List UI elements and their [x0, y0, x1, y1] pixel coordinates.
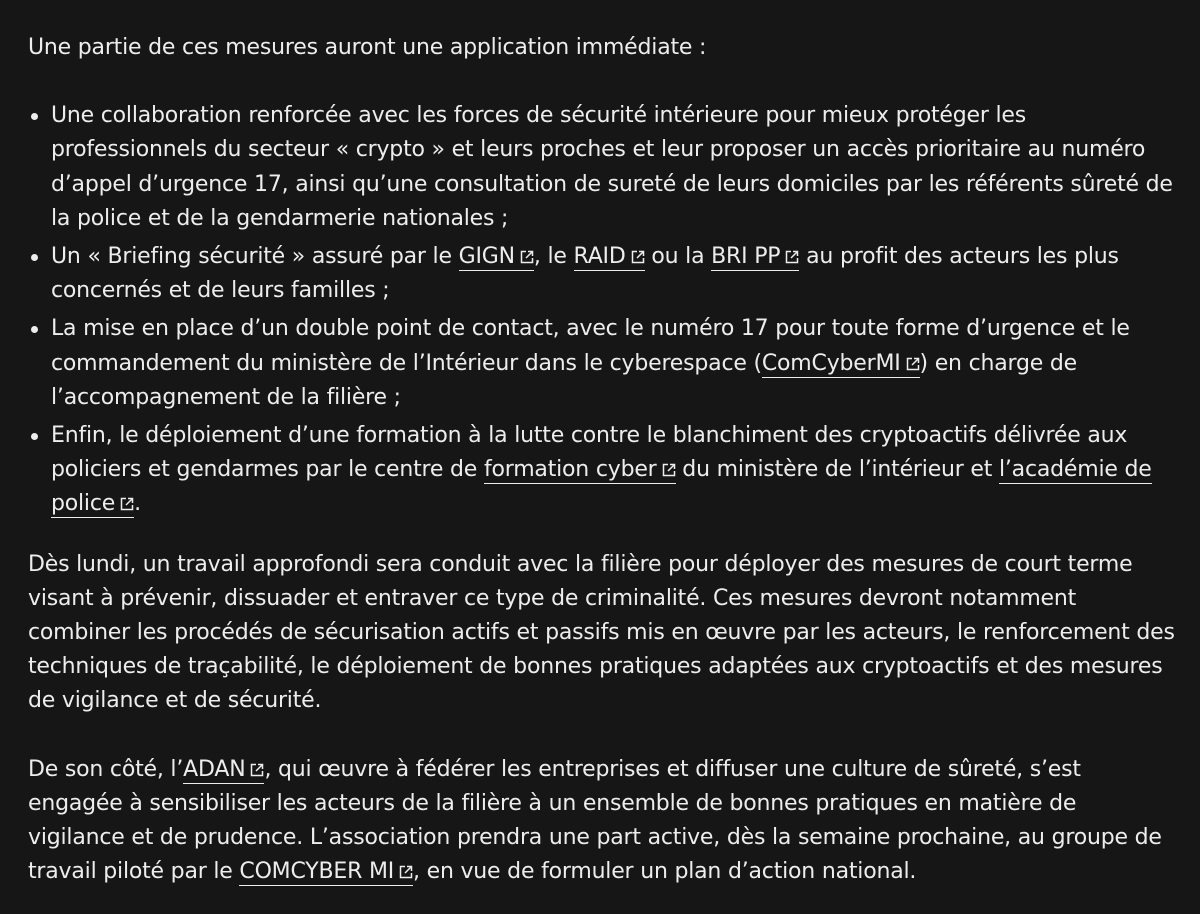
- bullet-4-text: Enfin, le déploiement d’une formation à la lutte contre le blanchiment des cryptoactifs délivrée aux policiers et gendarmes par le centre de: [51, 423, 1128, 483]
- adan-paragraph-text: De son côté, l’: [28, 756, 184, 782]
- adan-paragraph-text: , en vue de formuler un plan d’action national.: [413, 859, 917, 885]
- bullet-2-text: au profit des acteurs les plus concernés et de leurs familles ;: [51, 244, 1119, 304]
- short-term-measures-paragraph: Dès lundi, un travail approfondi sera conduit avec la filière pour déployer des mesures de court terme visant à prévenir, dissuader et entraver ce type de criminalité. Ces mesures devront notamment combiner les procédés de sécurisation actifs et passifs mis en œuvre par les acteurs, le renforcement des techniques de traçabilité, le déploiement de bonnes pratiques adaptées aux cryptoactifs et des mesures de vigilance et de sécurité.: [28, 551, 1175, 714]
- list-item: [28, 312, 1178, 415]
- bullet-2-text: ou la: [644, 244, 712, 270]
- measures-list: [28, 99, 1178, 521]
- list-item: [28, 99, 1178, 236]
- comcybermi-link-label: ComCyberMI: [761, 350, 901, 376]
- intro-paragraph: Une partie de ces mesures auront une application immédiate :: [28, 35, 707, 60]
- bullet-4-text: du ministère de l’intérieur et: [675, 457, 999, 483]
- adan-link-label: ADAN: [183, 756, 246, 782]
- gign-link-label: GIGN: [458, 244, 515, 270]
- external-link-icon: [631, 250, 645, 264]
- external-link-icon: [250, 763, 264, 777]
- academie-police-link-label: l’académie de police: [51, 457, 1152, 517]
- article-content: [28, 31, 1178, 889]
- bullet-2-text: Un « Briefing sécurité » assuré par le: [51, 244, 459, 270]
- list-item: [28, 419, 1178, 522]
- adan-paragraph: [28, 753, 1178, 890]
- external-link-icon: [120, 497, 134, 511]
- bullet-4-text: .: [134, 491, 141, 517]
- adan-link[interactable]: [183, 757, 264, 784]
- external-link-icon: [520, 250, 534, 264]
- raid-link-label: RAID: [573, 244, 626, 270]
- bullet-3-text: La mise en place d’un double point de contact, avec le numéro 17 pour toute forme d’urgence et le commandement du ministère de l’Intérieur dans le cyberespace (: [51, 316, 1130, 376]
- external-link-icon: [399, 865, 413, 879]
- comcybermi-link[interactable]: [762, 351, 920, 378]
- external-link-icon: [906, 357, 920, 371]
- comcyber-mi-link-label: COMCYBER MI: [239, 859, 395, 885]
- bri-pp-link[interactable]: [711, 244, 799, 271]
- comcyber-mi-link[interactable]: [239, 859, 413, 886]
- bullet-1-text: Une collaboration renforcée avec les forces de sécurité intérieure pour mieux protéger les professionnels du secteur « crypto » et leurs proches et leur proposer un accès prioritaire au numéro d’appel d’urgence 17, ainsi qu’une consultation de sureté de leurs domiciles par les référents sûreté de la police et de la gendarmerie nationales ;: [51, 103, 1173, 231]
- bullet-3-text: ) en charge de l’accompagnement de la filière ;: [51, 350, 1077, 410]
- bri-pp-link-label: BRI PP: [711, 244, 781, 270]
- formation-cyber-link-label: formation cyber: [483, 457, 657, 483]
- gign-link[interactable]: [459, 244, 534, 271]
- external-link-icon: [662, 463, 676, 477]
- bullet-2-text: , le: [533, 244, 574, 270]
- adan-paragraph-text: , qui œuvre à fédérer les entreprises et diffuser une culture de sûreté, s’est engagée à sensibiliser les acteurs de la filière à un ensemble de bonnes pratiques en matière de vigilance et de prudence. L’association prendra une part active, dès la semaine prochaine, au groupe de travail piloté par le: [28, 756, 1162, 885]
- list-item: [28, 240, 1178, 308]
- formation-cyber-link[interactable]: [484, 457, 676, 484]
- raid-link[interactable]: [574, 244, 645, 271]
- external-link-icon: [785, 250, 799, 264]
